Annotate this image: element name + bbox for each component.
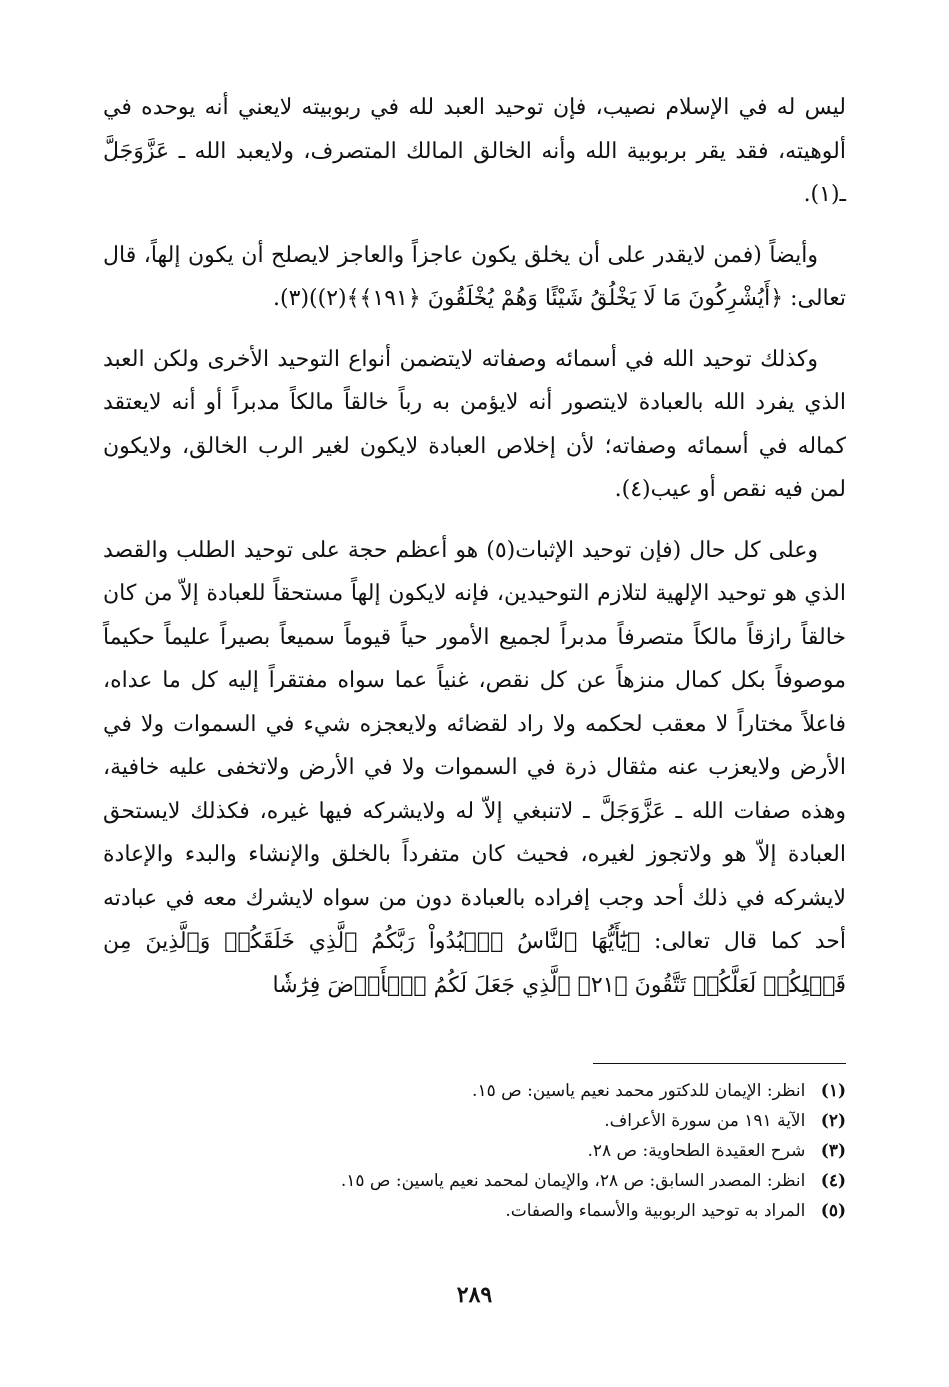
footnote-text: انظر: الإيمان للدكتور محمد نعيم ياسين: ص ١٥.	[472, 1081, 806, 1101]
footnote-text: شرح العقيدة الطحاوية: ص ٢٨.	[587, 1141, 806, 1161]
paragraph-4: وعلى كل حال (فإن توحيد الإثبات(٥) هو أعظم حجة على توحيد الطلب والقصد الذي هو توحيد الإلهية لتلازم التوحيدين، فإنه لايكون إلهاً مستحقاً للعبادة إلاّ من كان خالقاً رازقاً مالكاً متصرفاً مدبراً لجميع الأمور حياً قيوماً سميعاً بصيراً عليماً حكيماً موصوفاً بكل كمال منزهاً عن كل نقص، غنياً عما سواه مفتقراً إليه كل ما عداه، فاعلاً مختاراً لا معقب لحكمه ولا راد لقضائه ولايعجزه شيء في السموات ولا في الأرض ولايعزب عنه مثقال ذرة في السموات ولا في الأرض ولاتخفى عليه خافية، وهذه صفات الله ـ عَزَّوَجَلَّ ـ لاتنبغي إلاّ له ولايشركه فيها غيره، فكذلك لايستحق العبادة إلاّ هو ولاتجوز لغيره، فحيث كان متفرداً بالخلق والإنشاء والبدء والإعادة لايشركه في ذلك أحد وجب إفراده بالعبادة دون من سواه لايشرك معه في عبادته أحد كما قال تعالى: ﴿يَٰٓأَيُّهَا ٱلنَّاسُ ٱعۡبُدُواْ رَبَّكُمُ ٱلَّذِي خَلَقَكُمۡ وَٱلَّذِينَ مِن قَبۡلِكُمۡ لَعَلَّكُمۡ تَتَّقُونَ ﴿٢١﴾ ٱلَّذِي جَعَلَ لَكُمُ ٱلۡأَرۡضَ فِرَٰشٗا	[103, 537, 846, 998]
footnote-4	[103, 1166, 846, 1196]
footnote-number: (١)	[820, 1081, 846, 1101]
footnote-1	[103, 1076, 846, 1106]
footnote-3	[103, 1136, 846, 1166]
page-number: ٢٨٩	[456, 1282, 493, 1308]
footnote-5	[103, 1196, 846, 1226]
main-text	[103, 86, 846, 1024]
footnote-text: المراد به توحيد الربوبية والأسماء والصفات.	[505, 1201, 806, 1221]
footnote-divider	[593, 1063, 846, 1064]
paragraph-3: وكذلك توحيد الله في أسمائه وصفاته لايتضمن أنواع التوحيد الأخرى ولكن العبد الذي يفرد الله بالعبادة لايتصور أنه لايؤمن به رباً خالقاً مالكاً مدبراً أو أنه لايعتقد كماله في أسمائه وصفاته؛ لأن إخلاص العبادة لايكون لغير الرب الخالق، ولايكون لمن فيه نقص أو عيب(٤).	[103, 346, 846, 502]
footnote-text: الآية ١٩١ من سورة الأعراف.	[604, 1111, 806, 1131]
footnote-number: (٢)	[820, 1111, 846, 1131]
footnote-text: انظر: المصدر السابق: ص ٢٨، والإيمان لمحمد نعيم ياسين: ص ١٥.	[340, 1171, 806, 1191]
footnote-2	[103, 1106, 846, 1136]
footnote-number: (٤)	[820, 1171, 846, 1191]
paragraph-2: وأيضاً (فمن لايقدر على أن يخلق يكون عاجزاً والعاجز لايصلح أن يكون إلهاً، قال تعالى: ﴿أَيُشْرِكُونَ مَا لَا يَخْلُقُ شَيْئًا وَهُمْ يُخْلَقُونَ ﴿١٩١﴾﴾(٢))(٣).	[103, 242, 846, 311]
paragraph-1: ليس له في الإسلام نصيب، فإن توحيد العبد لله في ربوبيته لايعني أنه يوحده في ألوهيته، فقد يقر بربوبية الله وأنه الخالق المالك المتصرف، ولايعبد الله ـ عَزَّوَجَلَّ ـ(١).	[103, 95, 846, 207]
footnote-number: (٣)	[820, 1141, 846, 1161]
footnotes	[103, 1076, 846, 1226]
footnote-number: (٥)	[820, 1201, 846, 1221]
